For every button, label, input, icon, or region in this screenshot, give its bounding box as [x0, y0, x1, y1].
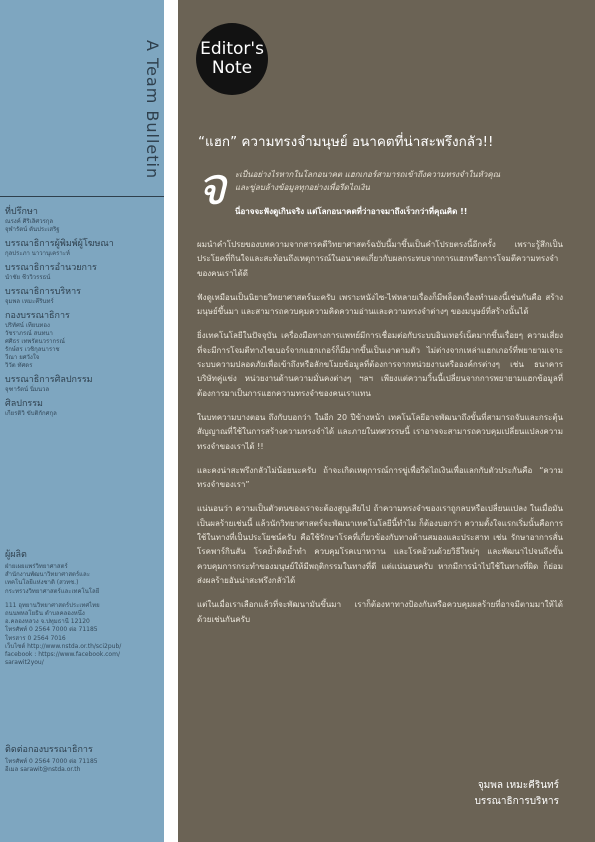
signature-title: บรรณาธิการบริหาร — [474, 796, 559, 807]
gutter-divider — [164, 0, 178, 842]
body-paragraph: ยิ่งเทคโนโลยีในปัจจุบัน เครื่องมือทางการแพทย์มีการเชื่อมต่อกับระบบอินเทอร์เน็ตมากขึ้นเรื่อยๆ ความเสี่ยงที่จะมีการโจมตีทางไซเบอร์จากแฮกเกอร์ก็มีมากขึ้นเป็นเงาตามตัว ไม่ต่างจากเหล่าแฮกเกอร์ที่พยายามเจาะระบบความปลอดภัยเพื่อเข้าถึงหรือลักขโมยข้อมูลที่ต้องการจากหน่วยงานหรือองค์กรต่างๆ เช่น ธนาคาร บริษัทคู่แข่ง หน่วยงานด้านความมั่นคงต่างๆ ฯลฯ เพียงแต่ความวิ้นนี้เปลี่ยนจากการพยายามแฮกข้อมูลที่ต้องการมาเป็นการแฮกความทรงจำของคนเราแทน — [197, 331, 563, 398]
staff-name: ปริทัศน์ เทียนทอง — [5, 322, 50, 329]
staff-name: จุมพล เหมะคีรินทร์ — [5, 298, 54, 305]
lead-bold: นี่อาจจะฟังดูเกินจริง แต่โลกอนาคตที่ว่าอาจมาถึงเร็วกว่าที่คุณคิด !! — [235, 207, 468, 216]
publisher-line: sarawit2you/ — [5, 659, 44, 667]
publisher-line: สำนักงานพัฒนาวิทยาศาสตร์และ — [5, 571, 90, 579]
staff-role-heading: บรรณาธิการอำนวยการ — [5, 263, 97, 273]
drop-cap: จ — [196, 157, 227, 217]
staff-role-heading: บรรณาธิการศิลปกรรม — [5, 375, 93, 385]
publisher-block — [5, 550, 160, 667]
body-paragraph: ฟังดูเหมือนเป็นนิยายวิทยาศาสตร์นะครับ เพราะหนังไซ-ไฟหลายเรื่องก็มีพล็อตเรื่องทำนองนี้เช่นกันคือ สร้างมนุษย์ขึ้นมา และสามารถควบคุมความคิดความอ่านและความทรงจำต่างๆ ของมนุษย์ที่สร้างนั้นได้ — [197, 292, 563, 317]
lead-paragraph — [235, 168, 575, 218]
staff-name: วิวัต ทัศดร — [5, 362, 33, 369]
body-paragraph: แน่นอนว่า ความเป็นตัวตนของเราจะต้องสูญเสียไป ถ้าความทรงจำของเราถูกลบหรือเปลี่ยนแปลง ในเมื่อมันเป็นผลร้ายเช่นนี้ แล้วนักวิทยาศาสตร์จะพัฒนาเทคโนโลยีนี้ทำไม ก็ต้องบอกว่า ความตั้งใจแรกเริ่มนั้นคือการใช้ในทางที่เป็นประโยชน์ครับ คือใช้รักษาโรคที่เกี่ยวข้องกับทางด้านสมองและประสาท เช่น รักษาอาการสั่น โรคพาร์กินสัน โรคย้ำคิดย้ำทำ ควบคุมโรคเบาหวาน และโรคอ้วนด้วยวิธีใหม่ๆ และพัฒนาไปจนถึงขั้นควบคุมการกระทำของมนุษย์ให้มีพฤติกรรมในทางที่ดี แต่แน่นอนครับ หากมีการนำไปใช้ในทางที่ผิด ก็ย่อมส่งผลร้ายอันน่าสะพรึงกลัวได้ — [197, 504, 563, 585]
contact-block — [5, 745, 160, 774]
article-body — [197, 238, 563, 637]
staff-role-heading: กองบรรณาธิการ — [5, 311, 70, 321]
contact-line: โทรศัพท์ 0 2564 7000 ต่อ 71185 — [5, 758, 98, 765]
contact-line: อีเมล sarawit@nstda.or.th — [5, 766, 81, 774]
staff-list — [5, 207, 160, 418]
lead-line-2: และขู่ลบล้างข้อมูลทุกอย่างเพื่อรีดไถเงิน — [235, 183, 370, 192]
staff-name: เกียรติวิ ขับติกักศกุล — [5, 410, 57, 417]
publisher-line: ถนนพหลโยธิน ตำบลคลองหนึ่ง — [5, 610, 85, 618]
publisher-line: กระทรวงวิทยาศาสตร์และเทคโนโลยี — [5, 587, 100, 595]
publisher-line: facebook : https://www.facebook.com/ — [5, 651, 120, 659]
publisher-line: 111 อุทยานวิทยาศาสตร์ประเทศไทย — [5, 601, 100, 609]
lead-line-1: ะเป็นอย่างไรหากในโลกอนาคต แฮกเกอร์สามารถเข้าถึงความทรงจำในหัวคุณ — [235, 170, 501, 179]
staff-name: วีณา ยศวังใจ — [5, 354, 40, 361]
publisher-line: อ.คลองหลวง จ.ปทุมธานี 12120 — [5, 618, 90, 626]
publisher-line: เว็บไซต์ http://www.nstda.or.th/sci2pub/ — [5, 642, 122, 650]
body-paragraph: ผมนำคำโปรยของบทความจากสารคดีวิทยาศาสตร์ฉบับนี้มาขึ้นเป็นคำโปรยตรงนี้อีกครั้ง เพราะรู้สึกเป็นประโยคที่กินใจและสะท้อนถึงเหตุการณ์ในอนาคตเกี่ยวกับผลกระทบจากการแฮกหรือการโจมตีความทรงจำของคนเราได้ดี — [197, 240, 563, 278]
staff-role-heading: ศิลปกรรม — [5, 399, 43, 409]
contact-heading: ติดต่อกองบรรณาธิการ — [5, 745, 93, 755]
staff-role-heading: ที่ปรึกษา — [5, 207, 38, 217]
staff-role-heading: บรรณาธิการผู้พิมพ์ผู้โฆษณา — [5, 239, 114, 249]
sidebar-panel — [0, 0, 164, 842]
signature-block — [475, 779, 559, 811]
body-paragraph: และคงน่าสะพรึงกลัวไม่น้อยนะครับ ถ้าจะเกิดเหตุการณ์การขู่เพื่อรีดไถเงินเพื่อแลกกับตัวประกันคือ “ความทรงจำของเรา” — [197, 465, 563, 490]
body-paragraph: แต่ในเมื่อเราเลือกแล้วที่จะพัฒนามันขึ้นมา เราก็ต้องหาทางป้องกันหรือควบคุมผลร้ายที่อาจมีตามมาให้ได้ด้วยเช่นกันครับ — [197, 600, 563, 624]
publisher-line: ฝ่ายเผยแพร่วิทยาศาสตร์ — [5, 563, 68, 570]
publisher-heading: ผู้ผลิต — [5, 550, 27, 560]
publisher-line: โทรศัพท์ 0 2564 7000 ต่อ 71185 — [5, 626, 98, 634]
badge-line-1: Editor's — [200, 39, 264, 59]
staff-name: กุลประภา นาวานุเคราะห์ — [5, 250, 70, 257]
staff-name: จุฬารัตน์ ตันประเสริฐ — [5, 226, 60, 233]
body-paragraph: ในบทความบางตอน ถึงกับบอกว่า ในอีก 20 ปีข้างหน้า เทคโนโลยีอาจพัฒนาถึงขั้นที่สามารถจับและกระตุ้นสัญญาณที่ใช้ในการสร้างความทรงจำได้ และภายในทศวรรษนี้ เราอาจจะสามารถควบคุมเปลี่ยนแปลงความทรงจำของเราได้ !! — [197, 412, 563, 451]
article-headline: “แฮก” ความทรงจำมนุษย์ อนาคตที่น่าสะพรึงกลัว!! — [198, 134, 494, 150]
publisher-line: เทคโนโลยีแห่งชาติ (สวทช.) — [5, 579, 79, 587]
bulletin-title: A Team Bulletin — [143, 40, 162, 180]
sidebar-divider — [0, 196, 164, 197]
signature-name: จุมพล เหมะคีรินทร์ — [477, 780, 559, 791]
staff-name: จุฑารัตน์ นิ่มนวล — [5, 386, 50, 393]
staff-name: ณรงค์ ศิริเลิศวรกุล — [5, 218, 54, 225]
publisher-line: โทรสาร 0 2564 7016 — [5, 634, 66, 642]
editors-note-badge — [196, 23, 268, 95]
staff-name: ศศิธร เทพรัตนวรากรณ์ — [5, 338, 65, 345]
staff-name: นำชัย ชีววิวรรธน์ — [5, 274, 51, 281]
badge-line-2: Note — [211, 58, 253, 78]
staff-name: รักษ์สร เวชิกุลนาราช — [5, 346, 60, 353]
staff-role-heading: บรรณาธิการบริหาร — [5, 287, 81, 297]
staff-name: วัชราภรณ์ สนทนา — [5, 330, 53, 337]
